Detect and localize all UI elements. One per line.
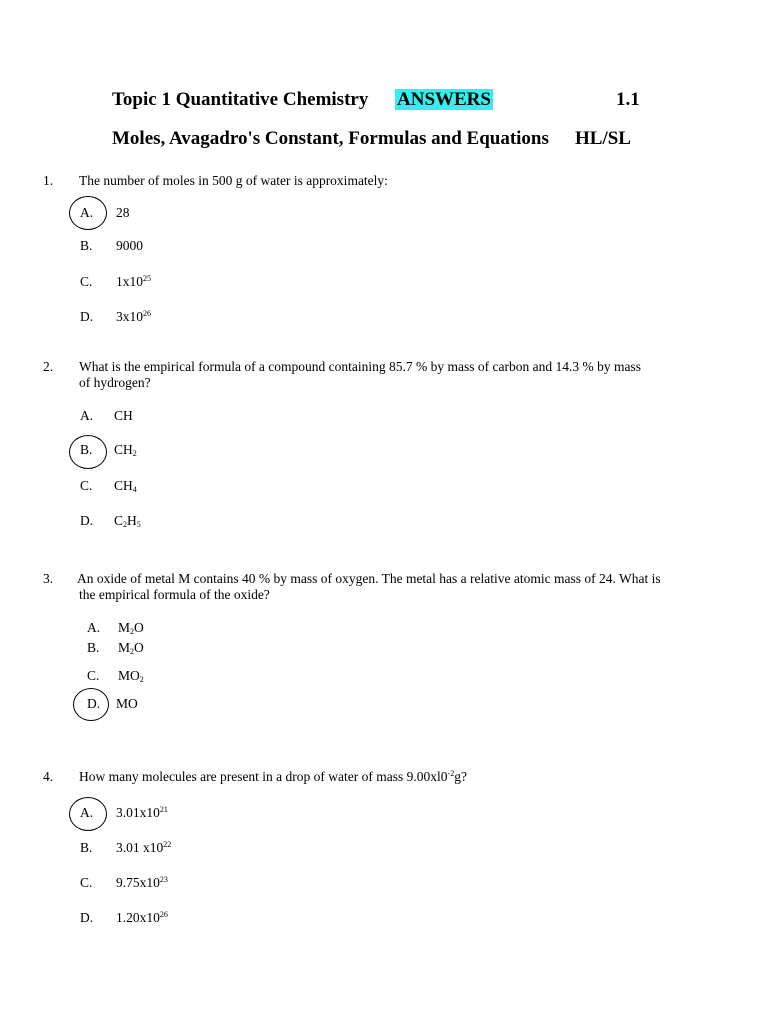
- option-answer: 9000: [116, 238, 143, 253]
- option-letter: A.: [80, 408, 94, 423]
- page-subtitle: Moles, Avagadro's Constant, Formulas and Equations: [112, 128, 549, 149]
- question-text-cont: the empirical formula of the oxide?: [79, 587, 270, 602]
- option-answer: $3x10^{26}$: [116, 309, 151, 324]
- option-answer: $1.20x10^{26}$: [116, 910, 168, 925]
- option-answer: $M_2O$: [118, 620, 144, 636]
- option-answer: CH: [114, 408, 133, 423]
- option-letter: D.: [80, 513, 94, 528]
- question-number: 4.: [43, 769, 54, 784]
- option-letter: D.: [80, 309, 94, 324]
- option-letter: C.: [80, 875, 93, 890]
- question-number: 2.: [43, 359, 54, 374]
- option-answer: $CH_2$: [114, 442, 137, 458]
- option-letter: C.: [80, 274, 93, 289]
- question-number: 3.: [43, 571, 54, 586]
- option-answer: $1x10^{25}$: [116, 274, 151, 289]
- question-text: What is the empirical formula of a compound containing 85.7 % by mass of carbon and 14.3 % by mass: [79, 359, 641, 374]
- option-letter: D.: [87, 696, 101, 711]
- option-answer: $3.01x10^{21}$: [116, 805, 168, 820]
- option-letter: A.: [80, 805, 94, 820]
- option-answer: $9.75x10^{23}$: [116, 875, 168, 890]
- level-label: HL/SL: [575, 128, 631, 149]
- option-letter: A.: [87, 620, 101, 635]
- option-letter: A.: [80, 205, 94, 220]
- question-text-cont: of hydrogen?: [79, 375, 151, 390]
- option-letter: B.: [87, 640, 100, 655]
- title-text: Topic 1 Quantitative Chemistry: [112, 89, 369, 110]
- answers-badge: [395, 89, 493, 111]
- option-letter: C.: [80, 478, 93, 493]
- answers-label: ANSWERS: [397, 89, 491, 110]
- option-letter: D.: [80, 910, 94, 925]
- option-letter: B.: [80, 442, 93, 457]
- option-letter: B.: [80, 238, 93, 253]
- section-number: 1.1: [616, 89, 640, 110]
- question-number: 1.: [43, 173, 54, 188]
- option-answer: $MO_2$: [118, 668, 144, 684]
- option-answer: $C_2H_5$: [114, 513, 141, 529]
- question-text: How many molecules are present in a drop of water of mass $9.00xl0^{-2}g$?: [79, 769, 467, 784]
- option-letter: C.: [87, 668, 100, 683]
- question-text: An oxide of metal M contains 40 % by mass of oxygen. The metal has a relative atomic mass of 24. What is: [77, 571, 661, 586]
- option-letter: B.: [80, 840, 93, 855]
- option-answer: 3.01 $x10^{22}$: [116, 840, 172, 855]
- question-text: The number of moles in 500 g of water is approximately:: [79, 173, 388, 188]
- option-answer: $M_2O$: [118, 640, 144, 656]
- option-answer: 28: [116, 205, 130, 220]
- option-answer: $CH_4$: [114, 478, 137, 494]
- page-title: [112, 89, 368, 111]
- option-answer: MO: [116, 696, 138, 711]
